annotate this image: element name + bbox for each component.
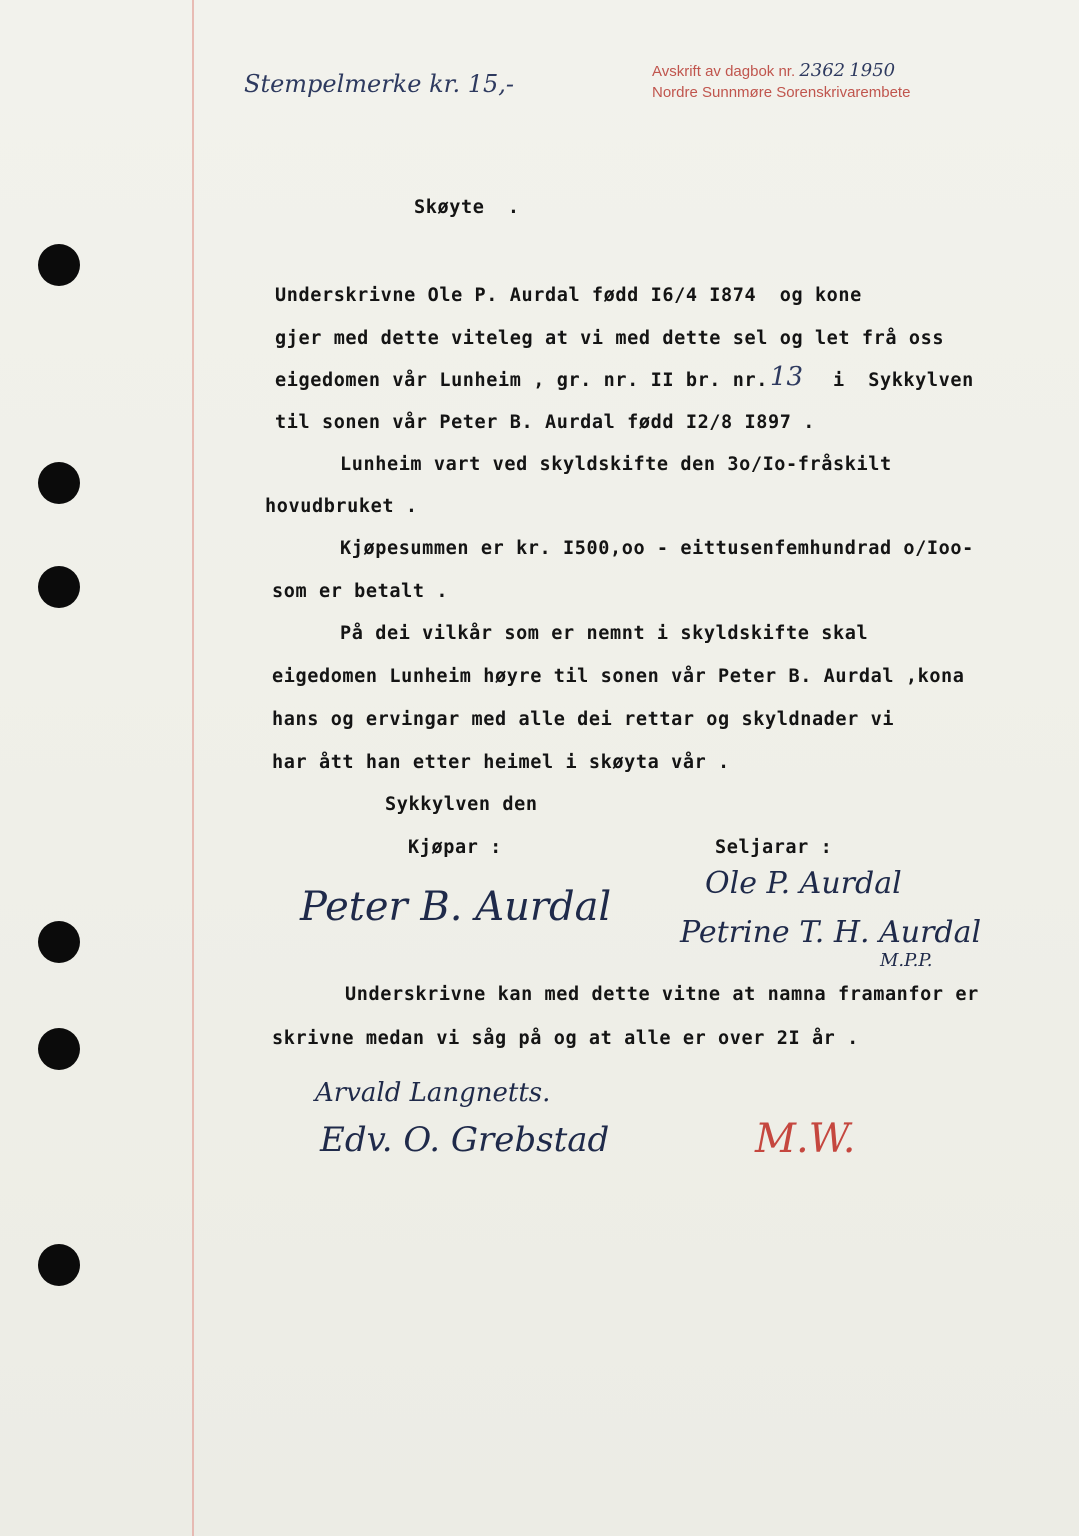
buyer-label: Kjøpar : <box>408 837 502 858</box>
handwritten-br-nr: 13 <box>770 362 804 392</box>
document-heading: Skøyte . <box>414 197 520 218</box>
punch-hole <box>38 566 80 608</box>
body-line: Kjøpesummen er kr. I500,oo - eittusenfemhundrad o/Ioo- <box>340 538 974 559</box>
seller-label: Seljarar : <box>715 837 833 858</box>
body-line: eigedomen vår Lunheim , gr. nr. II br. nr. <box>275 370 768 391</box>
body-line: eigedomen Lunheim høyre til sonen vår Peter B. Aurdal ,kona <box>272 666 965 687</box>
witness-signature-1: Arvald Langnetts. <box>315 1078 551 1108</box>
court-stamp-number: 2362 <box>799 60 846 81</box>
punch-hole <box>38 921 80 963</box>
body-line: har ått han etter heimel i skøyta vår . <box>272 752 730 773</box>
court-stamp-year: 1950 <box>849 60 896 81</box>
punch-hole <box>38 244 80 286</box>
body-line: hovudbruket . <box>265 496 418 517</box>
buyer-signature: Peter B. Aurdal <box>300 884 612 930</box>
body-line: som er betalt . <box>272 581 449 602</box>
seller-signature-2: Petrine T. H. Aurdal <box>680 915 982 950</box>
margin-rule <box>192 0 194 1536</box>
witness-line: skrivne medan vi såg på og at alle er over 2I år . <box>272 1028 859 1049</box>
punch-hole <box>38 1028 80 1070</box>
court-stamp-prefix: Avskrift av dagbok nr. <box>652 63 796 80</box>
punch-hole <box>38 462 80 504</box>
body-line: hans og ervingar med alle dei rettar og skyldnader vi <box>272 709 895 730</box>
body-line: til sonen vår Peter B. Aurdal fødd I2/8 I897 . <box>275 412 815 433</box>
stamp-duty-note: Stempelmerke kr. 15,- <box>244 70 515 98</box>
place-date-line: Sykkylven den <box>385 794 538 815</box>
witness-line: Underskrivne kan med dette vitne at namna framanfor er <box>345 984 979 1005</box>
witness-signature-2: Edv. O. Grebstad <box>320 1120 610 1160</box>
body-line: Underskrivne Ole P. Aurdal fødd I6/4 I874 og kone <box>275 285 862 306</box>
red-initials: M.W. <box>755 1116 856 1162</box>
seller-signature-note: M.P.P. <box>880 950 933 971</box>
body-line: På dei vilkår som er nemnt i skyldskifte skal <box>340 623 869 644</box>
punch-hole <box>38 1244 80 1286</box>
body-line: Lunheim vart ved skyldskifte den 3o/Io-fråskilt <box>340 454 892 475</box>
seller-signature-1: Ole P. Aurdal <box>705 866 902 901</box>
body-line: gjer med dette viteleg at vi med dette sel og let frå oss <box>275 328 945 349</box>
body-line-suffix: i Sykkylven <box>833 370 974 391</box>
court-stamp-line-1 <box>652 60 895 81</box>
court-stamp-line-2: Nordre Sunnmøre Sorenskrivarembete <box>652 84 911 101</box>
